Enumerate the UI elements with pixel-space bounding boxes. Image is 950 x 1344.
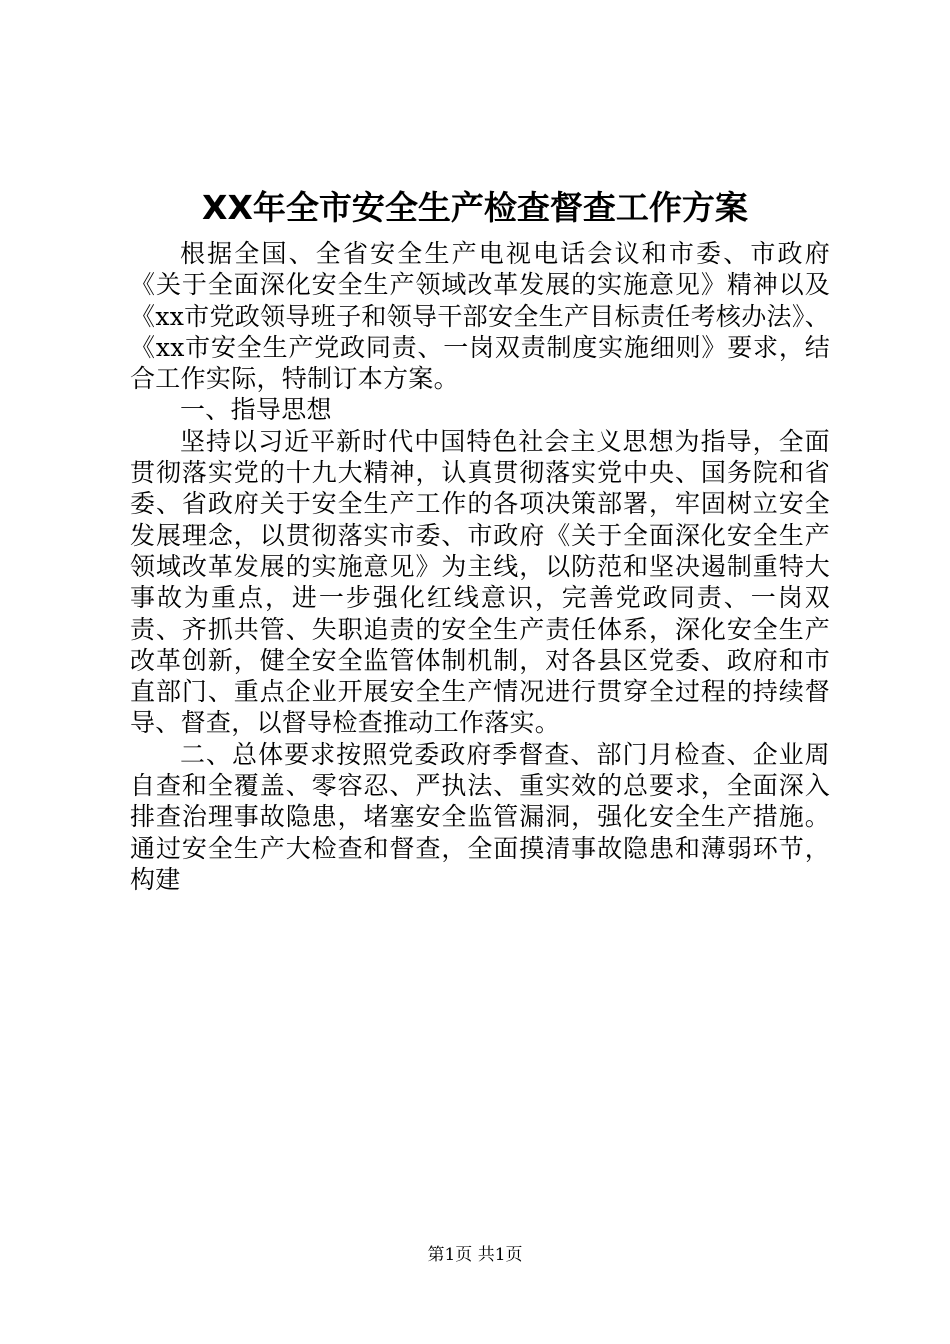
paragraph-guiding-ideology: 坚持以习近平新时代中国特色社会主义思想为指导，全面贯彻落实党的十九大精神，认真贯彻落实党中央、国务院和省委、省政府关于安全生产工作的各项决策部署，牢固树立安全发展理念，以贯彻落实市委、市政府《关于全面深化安全生产领域改革发展的实施意见》为主线，以防范和坚决遏制重特大事故为重点，进一步强化红线意识，完善党政同责、一岗双责、齐抓共管、失职追责的安全生产责任体系，深化安全生产改革创新，健全安全监管体制机制，对各县区党委、政府和市直部门、重点企业开展安全生产情况进行贯穿全过程的持续督导、督查，以督导检查推动工作落实。 (130, 426, 830, 738)
paragraph-intro: 根据全国、全省安全生产电视电话会议和市委、市政府《关于全面深化安全生产领域改革发展的实施意见》精神以及《xx市党政领导班子和领导干部安全生产目标责任考核办法》、《xx市安全生产党政同责、一岗双责制度实施细则》要求，结合工作实际，特制订本方案。 (130, 239, 830, 394)
section-heading-guiding-ideology: 一、指导思想 (180, 395, 332, 425)
page-title: XX年全市安全生产检查督查工作方案 (202, 188, 748, 227)
document-body (130, 238, 830, 895)
page-footer: 第1页 共1页 (427, 1245, 523, 1265)
paragraph-general-requirements: 二、总体要求按照党委政府季督查、部门月检查、企业周自查和全覆盖、零容忍、严执法、重实效的总要求，全面深入排查治理事故隐患，堵塞安全监管漏洞，强化安全生产措施。通过安全生产大检查和督查，全面摸清事故隐患和薄弱环节，构建 (130, 739, 830, 894)
